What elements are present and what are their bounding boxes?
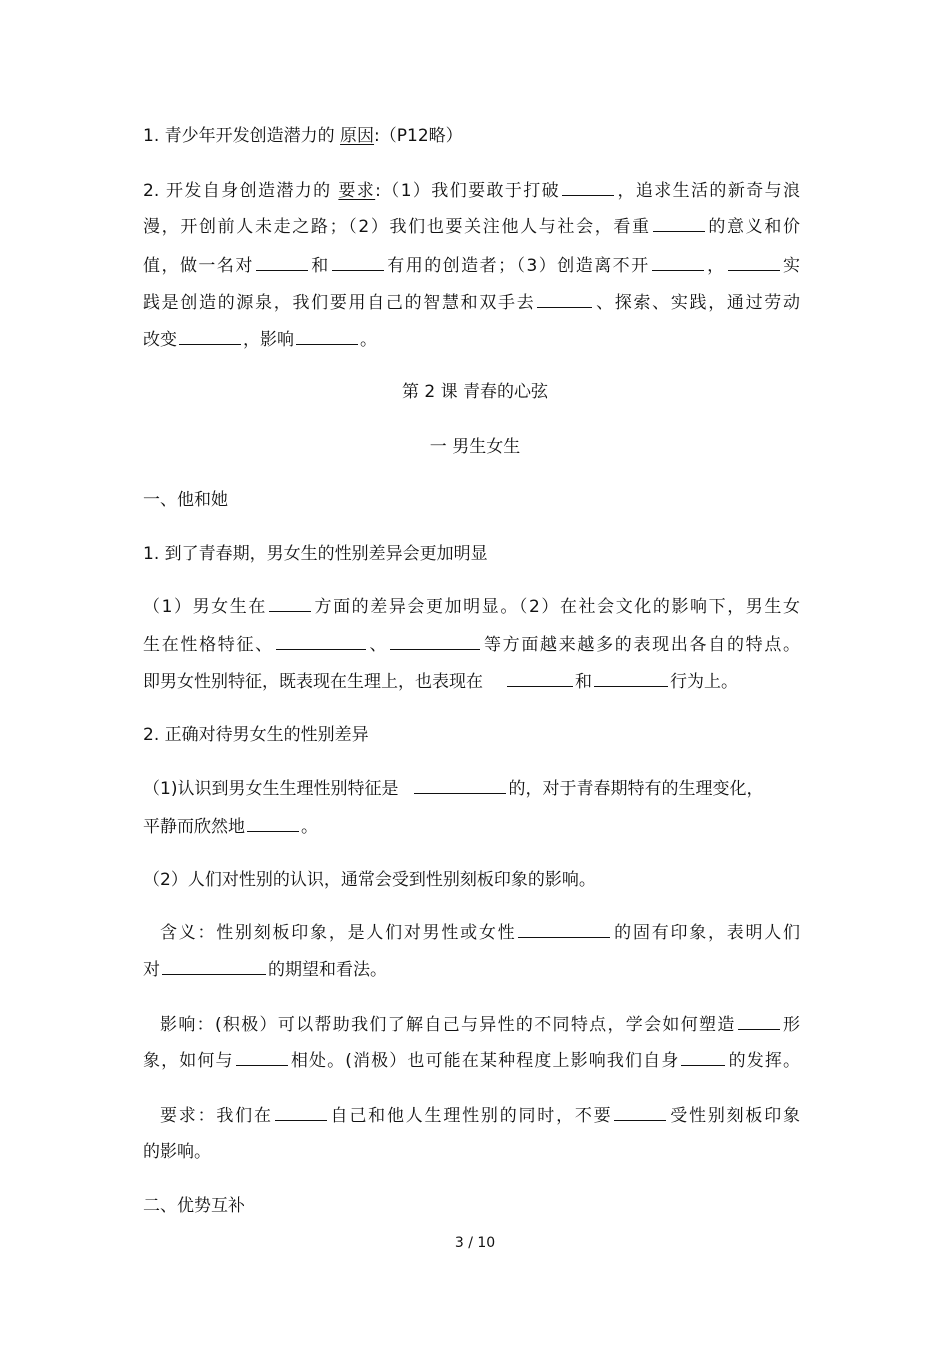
fill-blank <box>179 328 241 345</box>
paragraph-creativity-reason: 1. 青少年开发创造潜力的 原因:（P12略） <box>143 126 463 146</box>
fill-blank <box>738 1013 780 1030</box>
paragraph-stereotype-meaning-line-2: 对 的期望和看法。 <box>143 960 387 980</box>
fill-blank <box>390 633 480 650</box>
paragraph-differences-line-3: 即男女性别特征，既表现在生理上，也表现在 和 行为上。 <box>143 672 738 692</box>
paragraph-stereotype-requirement-line-2: 的影响。 <box>143 1142 211 1162</box>
paragraph-stereotype-requirement-line-1: 要求：我们在 自己和他人生理性别的同时，不要 受性别刻板印象 <box>160 1106 801 1126</box>
paragraph-physiology-line-1: （1)认识到男女生生理性别特征是 的，对于青春期特有的生理变化， <box>143 779 764 799</box>
heading-he-and-she: 一、他和她 <box>143 490 228 510</box>
fill-blank <box>247 815 299 832</box>
paragraph-differences-line-1: （1）男女生在 方面的差异会更加明显。（2）在社会文化的影响下，男生女 <box>143 597 800 617</box>
fill-blank <box>276 633 366 650</box>
paragraph-differences-line-2: 生在性格特征、 、 等方面越来越多的表现出各自的特点。 <box>143 635 801 655</box>
heading-complementary-advantages: 二、优势互补 <box>143 1196 245 1216</box>
fill-blank <box>537 291 592 308</box>
page-separator: / <box>468 1235 473 1251</box>
paragraph-requirements-line-3: 值，做一名对 和 有用的创造者；（3）创造离不开 ， 实 <box>143 256 801 276</box>
fill-blank <box>269 595 311 612</box>
paragraph-requirements-line-1: 2. 开发自身创造潜力的 要求:（1）我们要敢于打破 ，追求生活的新奇与浪 <box>143 181 801 201</box>
paragraph-stereotype-effect-line-2: 象，如何与 相处。(消极）也可能在某种程度上影响我们自身 的发挥。 <box>143 1051 800 1071</box>
page-number-footer <box>0 1232 950 1254</box>
paragraph-requirements-line-2: 漫，开创前人未走之路；（2）我们也要关注他人与社会，看重 的意义和价 <box>143 217 800 237</box>
fill-blank <box>236 1049 288 1066</box>
fill-blank <box>681 1049 725 1066</box>
fill-blank <box>518 921 610 938</box>
current-page: 3 <box>454 1235 464 1251</box>
underlined-term: 原因 <box>340 126 375 146</box>
fill-blank <box>653 215 705 232</box>
fill-blank <box>728 254 780 271</box>
paragraph-physiology-line-2: 平静而欣然地 。 <box>143 817 318 837</box>
fill-blank <box>507 670 573 687</box>
underlined-term: 要求 <box>338 181 376 201</box>
paragraph-stereotype-effect-line-1: 影响：(积极）可以帮助我们了解自己与异性的不同特点，学会如何塑造 形 <box>160 1015 801 1035</box>
fill-blank <box>275 1104 327 1121</box>
lesson-title: 第 2 课 青春的心弦 <box>401 382 549 402</box>
fill-blank <box>162 958 266 975</box>
total-pages: 10 <box>477 1235 496 1251</box>
fill-blank <box>332 254 384 271</box>
fill-blank <box>594 670 668 687</box>
paragraph-gender-difference: 1. 到了青春期，男女生的性别差异会更加明显 <box>143 544 488 564</box>
paragraph-requirements-line-4: 践是创造的源泉，我们要用自己的智慧和双手去 、探索、实践，通过劳动 <box>143 293 800 313</box>
paragraph-stereotype-intro: （2）人们对性别的认识，通常会受到性别刻板印象的影响。 <box>143 870 596 890</box>
fill-blank <box>562 179 614 196</box>
paragraph-treat-differences: 2. 正确对待男女生的性别差异 <box>143 725 369 745</box>
fill-blank <box>296 328 358 345</box>
fill-blank <box>414 777 506 794</box>
section-title: 一 男生女生 <box>429 437 521 457</box>
fill-blank <box>652 254 704 271</box>
paragraph-stereotype-meaning-line-1: 含义：性别刻板印象，是人们对男性或女性 的固有印象，表明人们 <box>160 923 801 943</box>
paragraph-requirements-line-5: 改变 ，影响 。 <box>143 330 377 350</box>
fill-blank <box>256 254 308 271</box>
fill-blank <box>614 1104 666 1121</box>
